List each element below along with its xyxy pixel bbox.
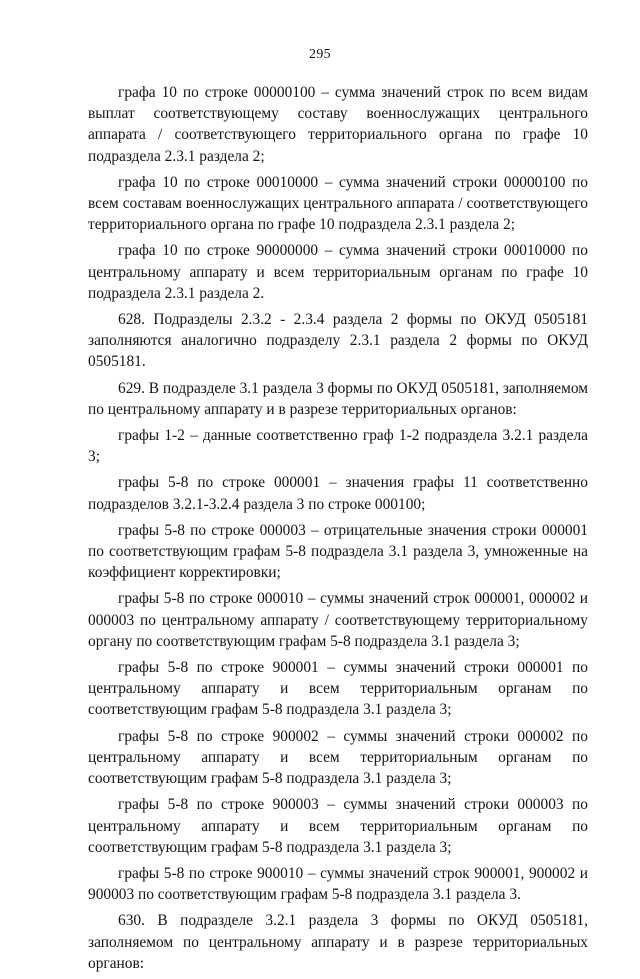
paragraph: 629. В подразделе 3.1 раздела 3 формы по ОКУД 0505181, заполняемом по центральному аппарату и в разрезе территориальных органов: xyxy=(88,379,588,418)
paragraph: графы 5-8 по строке 900010 – суммы значений строк 900001, 900002 и 900003 по соответствующим графам 5-8 подраздела 3.1 раздела 3. xyxy=(88,864,588,904)
paragraph: графы 5-8 по строке 000010 – суммы значений строк 000001, 000002 и 000003 по центральному аппарату / соответствующему территориальному органу по соответствующим графам 5-8 подраздела 3.1 раздела 3; xyxy=(88,590,588,650)
paragraph: графа 10 по строке 00000100 – сумма значений строк по всем видам выплат соответствующему составу военнослужащих центрального аппарата / соответствующего территориального органа по графе 10 подраздела 2.3.1 раздела 2; xyxy=(88,84,588,165)
paragraph: 628. Подразделы 2.3.2 - 2.3.4 раздела 2 формы по ОКУД 0505181 заполняются аналогично подразделу 2.3.1 раздела 2 формы по ОКУД 0505181. xyxy=(88,311,588,371)
paragraph: графа 10 по строке 00010000 – сумма значений строки 00000100 по всем составам военнослужащих центрального аппарата / соответствующего территориального органа по графе 10 подраздела 2.3.1 раздела 2; xyxy=(88,173,588,234)
paragraph: графы 5-8 по строке 900001 – суммы значений строки 000001 по центральному аппарату и всем территориальным органам по соответствующим графам 5-8 подраздела 3.1 раздела 3; xyxy=(88,659,588,719)
paragraph: графы 5-8 по строке 000003 – отрицательные значения строки 000001 по соответствующим графам 5-8 подраздела 3.1 раздела 3, умноженные на коэффициент корректировки; xyxy=(88,521,588,582)
paragraph: графы 1-2 – данные соответственно граф 1-2 подраздела 3.2.1 раздела 3; xyxy=(88,427,588,466)
paragraph: графы 5-8 по строке 000001 – значения графы 11 соответственно подразделов 3.2.1-3.2.4 раздела 3 по строке 000100; xyxy=(88,474,588,513)
document-body xyxy=(88,82,588,979)
paragraph: 630. В подразделе 3.2.1 раздела 3 формы по ОКУД 0505181, заполняемом по центральному аппарату и в разрезе территориальных органов: xyxy=(88,912,588,972)
paragraph: графы 5-8 по строке 900003 – суммы значений строки 000003 по центральному аппарату и всем территориальным органам по соответствующим графам 5-8 подраздела 3.1 раздела 3; xyxy=(88,796,588,856)
page-number: 295 xyxy=(309,47,331,62)
paragraph: графа 10 по строке 90000000 – сумма значений строки 00010000 по центральному аппарату и всем территориальным органам по графе 10 подраздела 2.3.1 раздела 2. xyxy=(88,242,588,302)
paragraph: графы 5-8 по строке 900002 – суммы значений строки 000002 по центральному аппарату и всем территориальным органам по соответствующим графам 5-8 подраздела 3.1 раздела 3; xyxy=(88,727,588,788)
